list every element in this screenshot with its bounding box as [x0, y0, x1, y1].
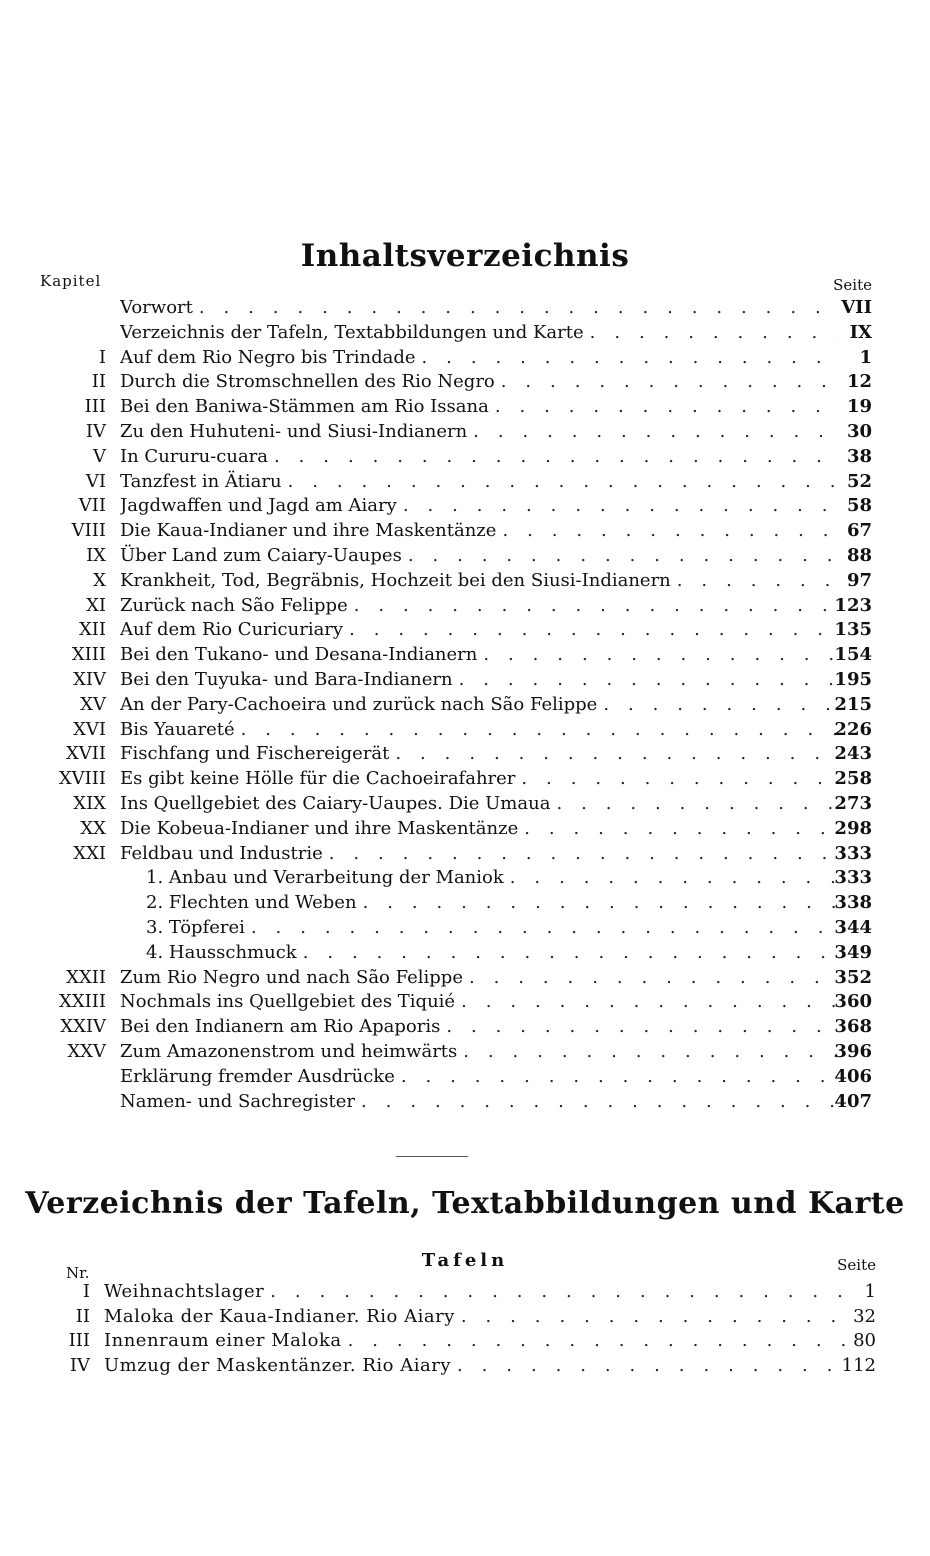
dot-leader	[348, 1329, 850, 1354]
dot-leader	[274, 445, 838, 470]
toc-entry	[0, 1040, 930, 1065]
entry-title-line	[120, 693, 838, 718]
section-divider	[396, 1156, 468, 1157]
toc-entry	[0, 370, 930, 395]
toc-entry	[0, 966, 930, 991]
entry-title-line	[120, 395, 838, 420]
dot-leader	[461, 1305, 850, 1330]
entry-title: In Cururu-cuara	[120, 445, 269, 467]
entry-title-line	[120, 494, 838, 519]
page-number: 407	[834, 1090, 872, 1112]
entry-title-line	[120, 718, 838, 743]
dot-leader	[501, 370, 838, 395]
entry-title-line	[120, 594, 838, 619]
entry-title: Zu den Huhuteni- und Siusi-Indianern	[120, 420, 468, 442]
toc-entry	[0, 296, 930, 321]
entry-title: Zum Amazonenstrom und heimwärts	[120, 1040, 458, 1062]
dot-leader	[446, 1015, 838, 1040]
entry-title-line	[120, 817, 838, 842]
entry-title-line	[120, 842, 838, 867]
page-number: 38	[846, 445, 872, 467]
dot-leader	[241, 718, 838, 743]
page-number: 258	[834, 768, 872, 790]
chapter-number: III	[68, 1330, 90, 1351]
entry-title-line	[120, 966, 838, 991]
dot-leader	[329, 842, 838, 867]
tafel-entry	[0, 1329, 930, 1354]
chapter-number: VII	[78, 495, 106, 517]
entry-title-line	[120, 296, 838, 321]
toc-entry	[0, 321, 930, 346]
page-number: 273	[834, 792, 872, 814]
dot-leader	[408, 544, 838, 569]
nr-column-label: Nr.	[66, 1264, 90, 1282]
dot-leader	[422, 346, 838, 371]
chapter-number: XXIII	[59, 991, 106, 1013]
toc-entry	[0, 445, 930, 470]
entry-title: Fischfang und Fischereigerät	[120, 743, 390, 765]
page-number: 344	[834, 916, 872, 938]
chapter-number: XVIII	[58, 768, 106, 790]
toc-entry	[0, 494, 930, 519]
entry-title: Nochmals ins Quellgebiet des Tiquié	[120, 991, 456, 1013]
kapitel-column-label: Kapitel	[40, 272, 102, 290]
page-number: 32	[853, 1305, 876, 1327]
dot-leader	[677, 569, 838, 594]
chapter-number: XIX	[73, 792, 106, 814]
entry-title: Die Kaua-Indianer und ihre Maskentänze	[120, 520, 497, 542]
entry-title-line	[120, 618, 838, 643]
tafel-entry	[0, 1354, 930, 1379]
toc-title: Inhaltsverzeichnis	[300, 238, 630, 274]
entry-title-line	[120, 668, 838, 693]
page-number: 88	[846, 544, 872, 566]
entry-title: Umzug der Maskentänzer. Rio Aiary	[104, 1354, 452, 1376]
chapter-number: V	[93, 445, 106, 467]
dot-leader	[502, 519, 838, 544]
chapter-number: XI	[86, 594, 106, 616]
tafeln-seite-column-label: Seite	[837, 1256, 876, 1274]
chapter-number: I	[82, 1281, 90, 1302]
toc-entry	[0, 842, 930, 867]
page-number: 333	[834, 842, 872, 864]
toc-entry	[0, 668, 930, 693]
toc-entry	[0, 519, 930, 544]
entry-title-line	[146, 941, 838, 966]
entry-title-line	[120, 370, 838, 395]
dot-leader	[361, 1090, 838, 1115]
page-number: 80	[853, 1330, 876, 1351]
entry-title-line	[120, 1090, 838, 1115]
page-number: 349	[834, 941, 872, 963]
chapter-number: XX	[80, 817, 106, 839]
page-number: 123	[834, 594, 872, 616]
entry-title-line	[120, 1015, 838, 1040]
toc-entry	[0, 891, 930, 916]
toc-entry	[0, 395, 930, 420]
tafeln-list	[0, 1280, 930, 1378]
page-number: 215	[834, 693, 872, 715]
toc-entry	[0, 990, 930, 1015]
chapter-number: VI	[85, 470, 106, 492]
entry-title-line	[120, 643, 838, 668]
entry-title: Ins Quellgebiet des Caiary-Uaupes. Die Umaua	[120, 792, 551, 814]
toc-entry	[0, 693, 930, 718]
entry-title-line	[104, 1329, 850, 1354]
page-number: 19	[846, 396, 872, 418]
chapter-number: IV	[69, 1354, 90, 1376]
entry-title-line	[120, 470, 838, 495]
entry-title: 1. Anbau und Verarbeitung der Maniok	[146, 867, 504, 889]
dot-leader	[556, 792, 838, 817]
page-number: 243	[834, 743, 872, 765]
toc-entry	[0, 742, 930, 767]
entry-title: Bis Yauareté	[120, 718, 235, 740]
page-number: 368	[834, 1016, 872, 1038]
chapter-number: III	[84, 396, 106, 418]
entry-title-line	[146, 916, 838, 941]
tafel-entry	[0, 1305, 930, 1330]
entry-title: Namen- und Sachregister	[120, 1090, 356, 1112]
entry-title: 4. Hausschmuck	[146, 941, 297, 963]
chapter-number: I	[98, 346, 106, 368]
toc-entry	[0, 817, 930, 842]
toc-entry	[0, 916, 930, 941]
entry-title-line	[120, 519, 838, 544]
page-number: IX	[849, 321, 872, 343]
dot-leader	[270, 1280, 850, 1305]
entry-title-line	[120, 767, 838, 792]
dot-leader	[401, 1065, 838, 1090]
entry-title: Maloka der Kaua-Indianer. Rio Aiary	[104, 1305, 455, 1327]
entry-title: Bei den Tukano- und Desana-Indianern	[120, 644, 478, 666]
entry-title-line	[120, 792, 838, 817]
entry-title-line	[120, 990, 838, 1015]
entry-title-line	[104, 1280, 850, 1305]
entry-title: Weihnachtslager	[104, 1281, 265, 1302]
toc-entry	[0, 718, 930, 743]
tafeln-section-title: Verzeichnis der Tafeln, Textabbildungen und Karte	[25, 1186, 905, 1221]
chapter-number: II	[91, 371, 106, 393]
toc-entry	[0, 1065, 930, 1090]
page-number: 352	[834, 966, 872, 988]
toc-entry	[0, 470, 930, 495]
dot-leader	[354, 594, 838, 619]
dot-leader	[521, 767, 838, 792]
page-number: 406	[834, 1065, 872, 1087]
page-number: 360	[834, 991, 872, 1013]
toc-entry	[0, 1090, 930, 1115]
tafel-entry	[0, 1280, 930, 1305]
toc-entry	[0, 792, 930, 817]
entry-title-line	[146, 891, 838, 916]
dot-leader	[473, 420, 838, 445]
entry-title: Über Land zum Caiary-Uaupes	[120, 544, 402, 566]
toc-entry	[0, 569, 930, 594]
chapter-number: XVI	[73, 718, 106, 740]
dot-leader	[603, 693, 838, 718]
entry-title-line	[120, 420, 838, 445]
chapter-number: XVII	[65, 743, 106, 765]
dot-leader	[457, 1354, 850, 1379]
chapter-number: XIII	[71, 644, 106, 666]
toc-entry	[0, 346, 930, 371]
entry-title-line	[120, 445, 838, 470]
page-number: 154	[834, 644, 872, 666]
seite-column-label: Seite	[833, 276, 872, 294]
chapter-number: XV	[80, 693, 106, 715]
entry-title: Verzeichnis der Tafeln, Textabbildungen und Karte	[120, 321, 584, 343]
dot-leader	[363, 891, 838, 916]
toc-list	[0, 296, 930, 1114]
entry-title: Bei den Baniwa-Stämmen am Rio Issana	[120, 396, 489, 418]
dot-leader	[483, 643, 838, 668]
toc-entry	[0, 941, 930, 966]
page-number: 338	[834, 892, 872, 914]
entry-title: Krankheit, Tod, Begräbnis, Hochzeit bei den Siusi-Indianern	[120, 569, 671, 591]
entry-title-line	[104, 1354, 850, 1379]
page-number: 1	[864, 1281, 876, 1302]
dot-leader	[524, 817, 838, 842]
page-number: 195	[834, 668, 872, 690]
page-number: 30	[846, 420, 872, 442]
toc-entry	[0, 420, 930, 445]
chapter-number: XXI	[73, 842, 106, 864]
toc-entry	[0, 594, 930, 619]
entry-title: Auf dem Rio Negro bis Trindade	[120, 346, 416, 368]
entry-title-line	[120, 321, 838, 346]
chapter-number: VIII	[71, 520, 106, 542]
entry-title: Bei den Indianern am Rio Apaporis	[120, 1016, 441, 1038]
entry-title: Auf dem Rio Curicuriary	[120, 619, 344, 641]
dot-leader	[349, 618, 838, 643]
dot-leader	[469, 966, 838, 991]
entry-title: Innenraum einer Maloka	[104, 1330, 342, 1351]
chapter-number: XXIV	[60, 1016, 106, 1038]
chapter-number: XIV	[73, 668, 106, 690]
page-number: 67	[846, 520, 872, 542]
dot-leader	[288, 470, 838, 495]
page-number: VII	[841, 297, 872, 318]
toc-entry	[0, 866, 930, 891]
dot-leader	[590, 321, 838, 346]
page-number: 12	[846, 371, 872, 393]
dot-leader	[463, 1040, 838, 1065]
entry-title: 2. Flechten und Weben	[146, 892, 357, 914]
entry-title: Erklärung fremder Ausdrücke	[120, 1065, 395, 1087]
entry-title: An der Pary-Cachoeira und zurück nach São Felippe	[120, 693, 598, 715]
chapter-number: XXII	[66, 966, 106, 988]
entry-title-line	[120, 1040, 838, 1065]
chapter-number: IX	[86, 544, 106, 566]
entry-title: Jagdwaffen und Jagd am Aiary	[120, 495, 397, 517]
page-number: 135	[834, 619, 872, 641]
chapter-number: XII	[78, 619, 106, 641]
dot-leader	[251, 916, 838, 941]
dot-leader	[303, 941, 838, 966]
page-number: 112	[841, 1354, 876, 1376]
entry-title-line	[104, 1305, 850, 1330]
entry-title: Durch die Stromschnellen des Rio Negro	[120, 371, 495, 393]
toc-entry	[0, 767, 930, 792]
entry-title: Vorwort	[120, 297, 193, 318]
chapter-number: XXV	[67, 1040, 106, 1062]
dot-leader	[199, 296, 838, 321]
page-number: 226	[834, 718, 872, 740]
page-number: 396	[834, 1040, 872, 1062]
toc-entry	[0, 544, 930, 569]
entry-title-line	[120, 742, 838, 767]
entry-title: Es gibt keine Hölle für die Cachoeirafahrer	[120, 768, 516, 790]
entry-title-line	[120, 544, 838, 569]
toc-entry	[0, 643, 930, 668]
entry-title: Bei den Tuyuka- und Bara-Indianern	[120, 668, 453, 690]
chapter-number: II	[75, 1305, 90, 1327]
entry-title-line	[120, 1065, 838, 1090]
dot-leader	[461, 990, 838, 1015]
toc-entry	[0, 618, 930, 643]
entry-title-line	[120, 346, 838, 371]
entry-title: Zurück nach São Felippe	[120, 594, 348, 616]
page-number: 58	[846, 495, 872, 517]
entry-title-line	[120, 569, 838, 594]
page-number: 298	[834, 817, 872, 839]
dot-leader	[495, 395, 838, 420]
entry-title: Feldbau und Industrie	[120, 842, 323, 864]
entry-title: Zum Rio Negro und nach São Felippe	[120, 966, 463, 988]
dot-leader	[459, 668, 838, 693]
dot-leader	[395, 742, 838, 767]
entry-title-line	[146, 866, 838, 891]
tafeln-subtitle: Tafeln	[421, 1250, 509, 1271]
entry-title: 3. Töpferei	[146, 916, 245, 938]
dot-leader	[510, 866, 838, 891]
chapter-number: IV	[85, 420, 106, 442]
chapter-number: X	[93, 569, 106, 591]
dot-leader	[403, 494, 838, 519]
page-number: 97	[846, 569, 872, 591]
page-number: 1	[859, 346, 872, 368]
page-number: 333	[834, 867, 872, 889]
page-number: 52	[846, 470, 872, 492]
toc-entry	[0, 1015, 930, 1040]
entry-title: Die Kobeua-Indianer und ihre Maskentänze	[120, 817, 519, 839]
entry-title: Tanzfest in Ätiaru	[120, 470, 282, 492]
